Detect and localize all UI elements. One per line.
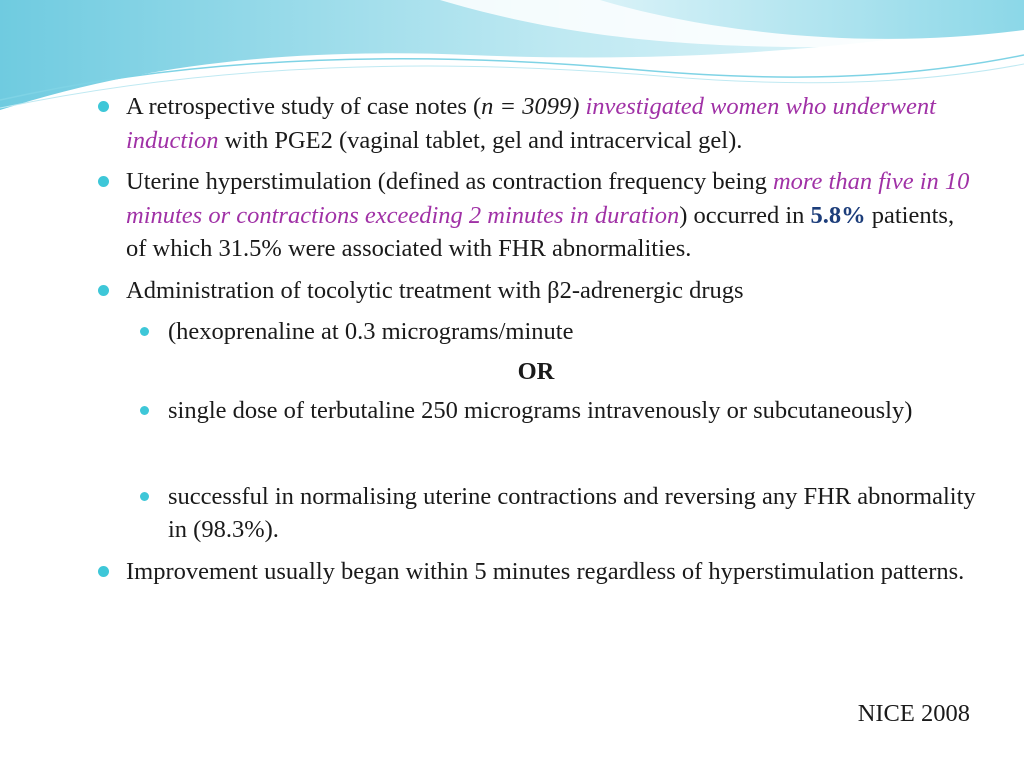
bullet-item-2 <box>96 165 976 266</box>
sample-size: n = 3099) <box>481 93 580 120</box>
bullet-2-text: Uterine hyperstimulation (defined as contraction frequency being more than five in 10 minutes or contractions exceeding 2 minutes in duration) occurred in 5.8% patients, of which 31.5% were associated with FHR abnormalities. <box>126 168 970 262</box>
sub-bullet-1-text: (hexoprenaline at 0.3 micrograms/minute <box>168 318 574 345</box>
sub-bullet-item-2 <box>138 394 976 428</box>
sub-bullet-dot-icon <box>140 492 149 501</box>
bullet-item-4 <box>96 555 976 589</box>
bullet-dot-icon <box>98 285 109 296</box>
sub-bullet-dot-icon <box>140 327 149 336</box>
sub-bullet-item-3 <box>138 480 976 547</box>
sub-bullet-2-text: single dose of terbutaline 250 micrograms intravenously or subcutaneously) <box>168 397 913 424</box>
bullet-4-text: Improvement usually began within 5 minutes regardless of hyperstimulation patterns. <box>126 557 965 585</box>
bullet-item-1 <box>96 90 976 157</box>
sub-bullet-item-1 <box>138 315 976 349</box>
bullet-3-text: Administration of tocolytic treatment with β2-adrenergic drugs <box>126 276 744 304</box>
blank-spacer <box>96 436 976 480</box>
bullet-dot-icon <box>98 101 109 112</box>
sub-bullet-dot-icon <box>140 406 149 415</box>
bullet-dot-icon <box>98 566 109 577</box>
slide-body <box>96 90 976 596</box>
sub-bullet-3-text: successful in normalising uterine contractions and reversing any FHR abnormality in (98.3%). <box>168 482 976 543</box>
citation: NICE 2008 <box>857 700 970 727</box>
bullet-1-text: A retrospective study of case notes (n = 3099) investigated women who underwent induction with PGE2 (vaginal tablet, gel and intracervical gel). <box>126 93 936 154</box>
emphasis-induction: investigated women who underwent induction <box>126 93 936 154</box>
bullet-item-3 <box>96 274 976 308</box>
or-separator: OR <box>517 357 555 385</box>
emphasis-hyperstimulation-definition: more than five in 10 minutes or contractions exceeding 2 minutes in duration <box>126 168 970 229</box>
bullet-dot-icon <box>98 176 109 187</box>
emphasis-percentage: 5.8% <box>810 201 866 229</box>
